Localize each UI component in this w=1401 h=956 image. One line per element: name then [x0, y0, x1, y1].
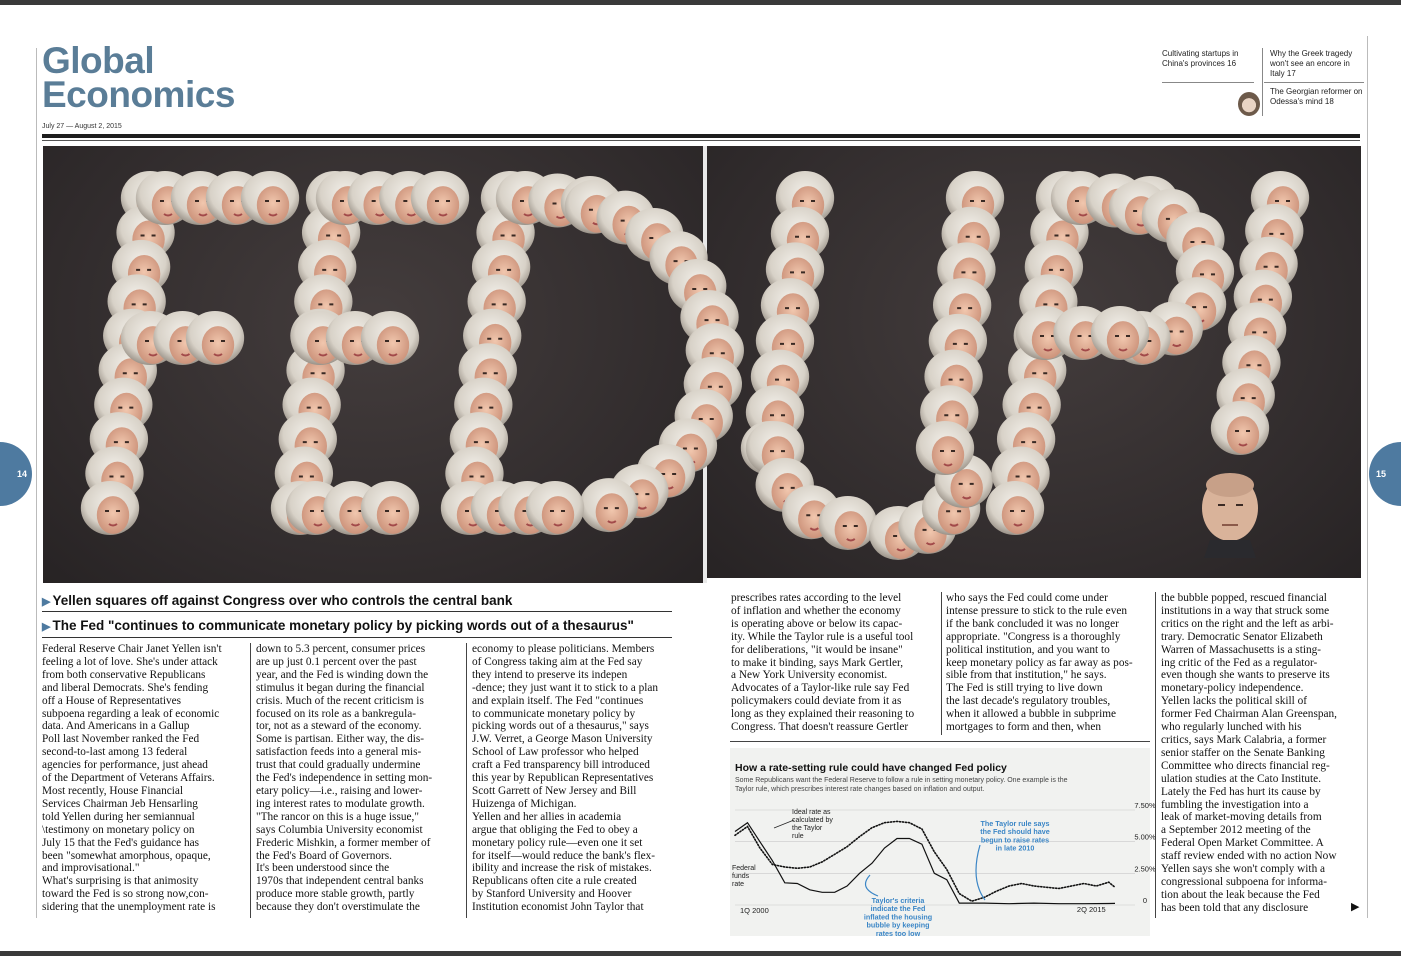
article-line: "The rancor on this is a huge issue,": [256, 810, 419, 823]
teaser-greek-tragedy[interactable]: Why the Greek tragedy won't see an encore in Italy 17: [1270, 49, 1353, 78]
article-column-1: [42, 643, 248, 914]
annotation-housing-bubble-note: Taylor's criteria indicate the Fed inflated the housing bubble by keeping rates too low: [863, 896, 933, 938]
article-line: mortgages to form and then, when: [946, 721, 1101, 734]
article-line: keep monetary policy as far away as pos-: [946, 656, 1133, 669]
article-line: political institution, and you want to: [946, 643, 1110, 656]
article-line: been "somewhat amorphous, opaque,: [42, 849, 211, 862]
chart-x-end-label: 2Q 2015: [1076, 905, 1106, 914]
chart-x-start-label: 1Q 2000: [740, 906, 769, 915]
article-line: trust that could gradually undermine: [256, 759, 421, 772]
article-line: July 15 that the Fed's guidance has: [42, 836, 200, 849]
article-line: year, and the Fed is winding down the: [256, 668, 429, 681]
article-line: ibility and increase the risk of mistakes.: [472, 862, 652, 875]
article-line: tor, not as a steward of the economy.: [256, 720, 422, 733]
article-line: argue that obliging the Fed to obey a: [472, 823, 638, 836]
article-line: Institution economist John Taylor that: [472, 901, 644, 914]
column-rule-3: [941, 592, 942, 735]
article-line: What's surprising is that animosity: [42, 875, 199, 888]
article-line: focused on its role as a bankregula-: [256, 707, 416, 720]
article-line: staff review ended with no action Now: [1161, 850, 1337, 863]
article-line: who says the Fed could come under: [946, 592, 1108, 604]
article-line: off a House of Representatives: [42, 694, 182, 707]
article-line: monetary-policy independence.: [1161, 682, 1304, 695]
chart-y-tick-label: 2.50%: [1134, 864, 1156, 874]
teaser-georgian-reformer[interactable]: The Georgian reformer on Odessa's mind 18: [1270, 87, 1363, 106]
photo-right-page: [707, 146, 1361, 578]
article-column-4: [731, 592, 941, 734]
article-line: Some is partisan. Either way, the dis-: [256, 733, 425, 746]
article-line: Republicans often cite a rule created: [472, 875, 637, 888]
article-line: \testimony on monetary policy on: [42, 823, 195, 836]
annotation-pointer-blue: [866, 875, 879, 896]
photo-left-page: [43, 146, 703, 583]
article-line: who regularly lunched with his: [1161, 721, 1302, 734]
article-line: a September 2012 meeting of the: [1161, 824, 1311, 837]
article-line: Federal Reserve Chair Janet Yellen isn't: [42, 643, 222, 655]
triangle-bullet-icon: ▶: [42, 621, 51, 633]
article-line: picking words out of a thesaurus," says: [472, 720, 649, 733]
article-line: sible from that institution," he says.: [946, 669, 1107, 682]
article-line: stimulus it began during the financial: [256, 681, 425, 694]
page-edge-right: [1367, 36, 1368, 918]
teaser-divider-rule: [1162, 82, 1254, 83]
triangle-bullet-icon: ▶: [42, 596, 51, 608]
page-number-tab-right: [1369, 442, 1401, 506]
section-title: [42, 40, 235, 115]
article-line: has been told that any disclosure: [1161, 901, 1309, 914]
chart-y-tick-label: 5.00%: [1134, 832, 1156, 842]
article-line: when it allowed a bubble in subprime: [946, 708, 1117, 721]
article-line: the bubble popped, rescued financial: [1161, 592, 1327, 604]
article-line: they intend to preserve its indepen: [472, 668, 628, 681]
article-line: Federal Open Market Committee. A: [1161, 837, 1324, 850]
issue-date: July 27 — August 2, 2015: [42, 123, 122, 130]
article-line: to communicate monetary policy by: [472, 707, 636, 720]
deck-headline-2: [42, 618, 634, 633]
header-rule-thin: [42, 140, 1360, 141]
article-line: says Columbia University economist: [256, 823, 423, 836]
article-line: The Fed is still trying to live down: [946, 682, 1103, 695]
article-line: appropriate. "Congress is a thoroughly: [946, 630, 1121, 643]
article-line: subpoena regarding a leak of economic: [42, 707, 220, 720]
article-line: of the Department of Veterans Affairs.: [42, 772, 215, 785]
article-line: Committee who directs financial reg-: [1161, 759, 1330, 772]
article-line: 1970s that independent central banks: [256, 875, 424, 888]
article-line: this year by Republican Representatives: [472, 772, 654, 785]
page-number-right: 15: [1376, 469, 1387, 479]
article-line: Scott Garrett of New Jersey and Bill: [472, 784, 637, 797]
article-line: because they don't overstimulate the: [256, 901, 420, 914]
page-number-left: 14: [17, 469, 28, 479]
article-line: policymakers could deviate from it as: [731, 695, 902, 708]
article-line: fumbling the investigation into a: [1161, 798, 1309, 811]
article-line: is operating above or below its capac-: [731, 617, 903, 630]
article-line: Yellen and her allies in academia: [472, 810, 622, 823]
article-line: -dence; they just want it to stick to a plan: [472, 681, 659, 694]
deck-headline-1-text: Yellen squares off against Congress over who controls the central bank: [52, 593, 513, 608]
article-line: second-to-last among 13 federal: [42, 746, 188, 759]
article-line: institutions in a way that struck some: [1161, 604, 1330, 617]
article-line: the last decade's regulatory troubles,: [946, 695, 1111, 708]
article-line: Most recently, House Financial: [42, 784, 184, 797]
article-line: data. And Americans in a Gallup: [42, 720, 190, 733]
article-column-3: [472, 643, 684, 914]
article-line: produce more stable growth, partly: [256, 888, 415, 901]
annotation-funds-label: Federal funds rate: [732, 865, 756, 888]
article-line: told Yellen during her semiannual: [42, 810, 195, 823]
article-line: trary. Democratic Senator Elizabeth: [1161, 630, 1323, 643]
article-line: toward the Fed is so strong now,con-: [42, 888, 209, 901]
article-line: senior staffer on the Senate Banking: [1161, 746, 1325, 759]
spread-gutter: [703, 146, 707, 583]
article-line: etary policy—i.e., raising and lower-: [256, 784, 423, 797]
article-line: Advocates of a Taylor-like rule say Fed: [731, 682, 910, 695]
article-line: Yellen lacks the political skill of: [1161, 695, 1308, 708]
article-line: economy to please politicians. Members: [472, 643, 655, 655]
annotation-pointer-blue: [976, 845, 985, 900]
article-line: ity. While the Taylor rule is a useful tool: [731, 630, 914, 643]
article-line: sidering that the unemployment rate is: [42, 901, 216, 914]
article-line: prescribes rates according to the level: [731, 592, 902, 604]
article-line: a New York University economist.: [731, 669, 888, 682]
article-line: intense pressure to stick to the rule even: [946, 604, 1128, 617]
section-title-line1: Global: [42, 40, 155, 81]
article-line: feeling a lot of love. She's under attack: [42, 655, 218, 668]
article-column-2: [256, 643, 466, 914]
annotation-taylor-label: Ideal rate as calculated by the Taylor rule: [792, 809, 833, 840]
article-line: down to 5.3 percent, consumer prices: [256, 643, 426, 655]
teaser-portrait-icon: [1238, 92, 1260, 116]
annotation-pointer: [774, 820, 794, 828]
article-line: are up just 0.1 percent over the past: [256, 655, 417, 668]
top-frame-bar: [0, 0, 1401, 5]
article-line: and improvisational.": [42, 862, 140, 875]
article-line: Frederic Mishkin, a former member of: [256, 836, 431, 849]
article-line: leak of market-moving details from: [1161, 811, 1322, 824]
article-line: Yellen says she won't comply with a: [1161, 863, 1326, 876]
chart-title: How a rate-setting rule could have changed Fed policy: [735, 762, 1007, 774]
article-line: of inflation and whether the economy: [731, 604, 901, 617]
annotation-raise-rates-note: The Taylor rule says the Fed should have begun to raise rates in late 2010: [980, 819, 1050, 853]
article-line: agencies for performance, just ahead: [42, 759, 208, 772]
article-line: and liberal Democrats. She's fending: [42, 681, 209, 694]
page-edge-left: [36, 48, 37, 918]
article-line: the Fed's Board of Governors.: [256, 849, 393, 862]
teaser-column-divider: [1262, 48, 1263, 116]
article-line: craft a Fed transparency bill introduced: [472, 759, 650, 772]
deck-rule-1: [42, 611, 672, 612]
article-line: ing interest rates to modulate growth.: [256, 797, 425, 810]
deck-rule-2: [42, 637, 672, 638]
page-number-tab-left: [0, 442, 32, 506]
article-line: of Congress taking aim at the Fed say: [472, 655, 643, 668]
chart-y-tick-label: 7.50%: [1134, 801, 1156, 810]
article-line: crisis. Much of the recent criticism is: [256, 694, 424, 707]
teaser-startups[interactable]: Cultivating startups in China's provinces 16: [1162, 49, 1239, 68]
article-line: Poll last November ranked the Fed: [42, 733, 200, 746]
article-line: monetary policy rule—even one it set: [472, 836, 643, 849]
article-line: by Stanford University and Hoover: [472, 888, 632, 901]
chart-subtitle: Some Republicans want the Federal Reserve to follow a rule in setting monetary policy. One example is the Taylor rule, which prescribes interest rate changes based on inflation and output.: [735, 777, 1068, 793]
article-line: J.W. Verret, a George Mason University: [472, 733, 653, 746]
article-line: satisfaction feeds into a general mis-: [256, 746, 422, 759]
section-title-line2: Economics: [42, 74, 235, 115]
article-line: for itself—would reduce the bank's flex-: [472, 849, 656, 862]
deck-headline-1: [42, 593, 512, 608]
taylor-rule-chart: [730, 800, 1156, 938]
article-line: Warren of Massachusetts is a sting-: [1161, 643, 1322, 656]
teaser-divider-rule-2: [1264, 82, 1364, 83]
article-line: to make it binding, says Mark Gertler,: [731, 656, 904, 669]
column-rule-2: [466, 643, 467, 918]
article-line: tion about the leak because the Fed: [1161, 888, 1320, 901]
article-line: if the bank concluded it was no longer: [946, 617, 1119, 630]
article-line: ing critic of the Fed as a regulator-: [1161, 656, 1318, 669]
article-line: Lately the Fed has hurt its cause by: [1161, 785, 1321, 798]
article-line: Congress. That doesn't reassure Gertler: [731, 721, 909, 734]
article-line: even though she wants to preserve its: [1161, 669, 1330, 682]
article-column-6: [1161, 592, 1361, 915]
chart-top-rule: [730, 741, 1150, 742]
article-line: for deliberations, "it would be insane": [731, 643, 903, 656]
article-line: Services Chairman Jeb Hensarling: [42, 797, 198, 810]
article-line: and explain itself. The Fed "continues: [472, 694, 644, 707]
article-line: critics, says Mark Calabria, a former: [1161, 733, 1327, 746]
chart-y-tick-label: 0: [1142, 896, 1148, 905]
article-line: It's been understood since the: [256, 862, 390, 875]
article-line: ulation studies at the Cato Institute.: [1161, 772, 1322, 785]
column-rule-1: [250, 643, 251, 918]
article-line: long as they explained their reasoning to: [731, 708, 915, 721]
article-line: former Fed Chairman Alan Greenspan,: [1161, 708, 1337, 721]
article-line: School of Law professor who helped: [472, 746, 639, 759]
article-line: congressional subpoena for informa-: [1161, 875, 1327, 888]
article-line: Huizenga of Michigan.: [472, 797, 577, 810]
header-rule: [42, 134, 1360, 138]
article-line: from both conservative Republicans: [42, 668, 206, 681]
article-line: the Fed's independence in setting mon-: [256, 772, 433, 785]
article-line: critics on the right and the left as arbi-: [1161, 617, 1334, 630]
bottom-frame-bar: [0, 951, 1401, 956]
continue-arrow-icon[interactable]: ▶: [1351, 900, 1360, 913]
article-column-5: [946, 592, 1154, 734]
deck-headline-2-text: The Fed "continues to communicate monetary policy by picking words out of a thesaurus": [52, 618, 634, 633]
